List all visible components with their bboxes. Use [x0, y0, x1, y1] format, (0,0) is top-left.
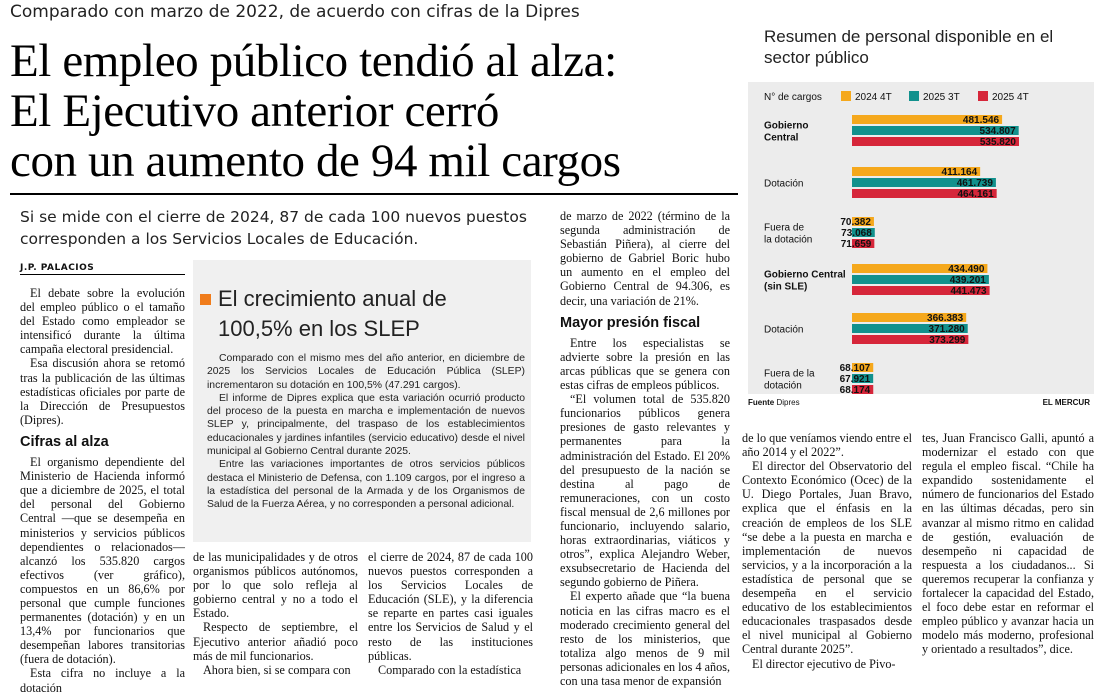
- headline-line-2: El Ejecutivo anterior cerró: [10, 85, 499, 137]
- paragraph: El experto añade que “la buena noticia en las cifras macro es el moderado crecimiento general del resto de los ministerios, que totaliza algo menos de 9 mil personas adicionales en los 4 años, con una tasa menor de expansión: [560, 589, 730, 688]
- category-label: (sin SLE): [764, 281, 808, 293]
- chart-source: Dipres: [776, 398, 800, 407]
- subhead: Si se mide con el cierre de 2024, 87 de cada 100 nuevos puestos corresponden a los Servicios Locales de Educación.: [20, 208, 527, 248]
- data-label: 371.280: [928, 324, 965, 335]
- category-label: Central: [764, 132, 799, 144]
- data-label: 461.739: [956, 178, 993, 189]
- chart-footer: [748, 398, 1094, 407]
- box-square-marker: [200, 294, 211, 305]
- legend-swatch: [978, 91, 988, 101]
- data-label: 439.201: [949, 275, 986, 286]
- paragraph: Esta cifra no incluye a la dotación: [20, 666, 185, 695]
- legend-label: 2025 3T: [923, 92, 960, 103]
- paragraph: Esa discusión ahora se retomó tras la publicación de las últimas estadísticas oficiales por parte de la Dirección de Presupuestos (Dipres).: [20, 356, 185, 427]
- section-heading: Cifras al alza: [20, 433, 109, 450]
- article-column-3: [368, 550, 533, 677]
- article-column-2: [193, 550, 358, 677]
- headline: [10, 36, 730, 186]
- legend-title: N° de cargos: [764, 92, 822, 103]
- headline-line-3: con un aumento de 94 mil cargos: [10, 135, 621, 187]
- data-label: 73.068: [841, 228, 872, 239]
- paragraph: El director del Observatorio del Contexto Económico (Ocec) de la U. Diego Portales, Juan Bravo, explica que el énfasis en la creación de empleos de los SLE “se debe a la puesta en marcha e implementación de nuevos servicios, y a la incorporación a la estadística de personal que se desempeña en el servicio educativo de los establecimientos educacionales traspasados desde el nivel municipal al Gobierno Central durante 2025”.: [742, 459, 912, 657]
- paragraph: Entre los especialistas se advierte sobre la presión en las arcas públicas que se genera con estas cifras de empleos públicos.: [560, 335, 730, 393]
- category-label: Gobierno: [764, 120, 809, 132]
- data-label: 411.164: [941, 167, 978, 178]
- paragraph: Ahora bien, si se compara con: [203, 662, 351, 677]
- data-label: 71.659: [840, 239, 872, 250]
- category-label: Fuera de: [764, 222, 805, 234]
- data-label: 70.382: [840, 217, 871, 228]
- chart-area: [748, 82, 1094, 394]
- chart-panel: [748, 10, 1094, 410]
- box-paragraph: Entre las variaciones importantes de otros servicios públicos destaca el Ministerio de Defensa, con 1.109 cargos, por el ingreso a la estadística del personal de la Armada y de los Organismos de Salud de la Fuerza Aérea, y no corresponden a personal adicional.: [207, 459, 525, 511]
- legend-swatch: [841, 91, 851, 101]
- bar-chart: [748, 82, 1094, 394]
- article-column-1: [20, 286, 185, 695]
- data-label: 434.490: [948, 264, 985, 275]
- legend-label: 2025 4T: [992, 92, 1029, 103]
- chart-credit: EL MERCUR: [1042, 398, 1090, 407]
- chart-title: Resumen de personal disponible en el sector público: [764, 27, 1054, 67]
- paragraph: Respecto de septiembre, el Ejecutivo anterior añadió poco más de mil funcionarios.: [193, 620, 358, 663]
- paragraph: “El volumen total de 535.820 funcionarios públicos genera presiones de gasto relevantes y permanentes para la administración del Estado. El 20% del presupuesto de la nación se destina al pago de remuneraciones, con un costo fiscal mensual de 2,6 millones por funcionario, incluyendo salario, horas extraordinarias, viáticos y otros”, explica Alejandro Weber, exsubsecretario de Hacienda del segundo gobierno de Piñera.: [560, 392, 730, 590]
- category-label: Dotación: [764, 178, 804, 190]
- box-paragraph: El informe de Dipres explica que esta variación ocurrió producto del proceso de la puesta en marcha e implementación de nuevos SLEP y, principalmente, del traspaso de los establecimientos educacionales y jardines infantiles (servicio educativo) desde el nivel municipal al Gobierno Central durante 2025.: [207, 392, 525, 458]
- category-label: Dotación: [764, 324, 804, 336]
- legend-label: 2024 4T: [855, 92, 892, 103]
- article-column-4: [560, 209, 730, 688]
- box-paragraph: Comparado con el mismo mes del año anterior, en diciembre de 2025 los Servicios Locales de Educación Pública (SLEP) incrementaron su dotación en 100,5% (47.291 cargos).: [207, 353, 525, 391]
- kicker: Comparado con marzo de 2022, de acuerdo con cifras de la Dipres: [10, 2, 580, 22]
- category-label: dotación: [764, 380, 802, 392]
- data-label: 68.174: [839, 385, 871, 396]
- headline-rule: [10, 193, 738, 195]
- byline: J.P. PALACIOS: [20, 263, 95, 273]
- data-label: 535.820: [979, 137, 1016, 148]
- data-label: 441.473: [950, 286, 987, 297]
- headline-line-1: El empleo público tendió al alza:: [10, 35, 617, 87]
- data-label: 464.161: [957, 189, 994, 200]
- data-label: 534.807: [979, 126, 1016, 137]
- paragraph: El organismo dependiente del Ministerio de Hacienda informó que a diciembre de 2025, el total del personal del Gobierno Central —que se desempeña en ministerios y servicios públicos dependientes o relacionados— alcanzó los 535.820 cargos efectivos (ver gráfico), compuestos en un 86,6% por personal que cumple funciones permanentes (dotación) y en un 13,4% por funcionarios que desempeñan labores transitorias (fuera de dotación).: [20, 455, 185, 667]
- paragraph: de lo que veníamos viendo entre el año 2014 y el 2022”.: [742, 431, 912, 460]
- data-label: 366.383: [927, 313, 964, 324]
- data-label: 481.546: [962, 115, 1000, 126]
- data-label: 68.107: [839, 363, 871, 374]
- paragraph: El director ejecutivo de Pivo-: [752, 656, 896, 671]
- paragraph: el cierre de 2024, 87 de cada 100 nuevos puestos corresponden a los Servicios Locales de Educación (SLE), y la diferencia se reparte en partes casi iguales entre los Servicios de Salud y el resto de las instituciones públicas.: [368, 550, 533, 663]
- paragraph: de marzo de 2022 (término de la segunda administración de Sebastián Piñera), al cierre del gobierno de Gabriel Boric hubo un aumento en el empleo del Gobierno Central de 94.306, es decir, una variación de 21%.: [560, 209, 730, 308]
- article-column-6: [922, 431, 1094, 657]
- category-label: Fuera de la: [764, 368, 815, 380]
- category-label: Gobierno Central: [764, 269, 846, 281]
- box-text: [207, 352, 525, 512]
- paragraph: El debate sobre la evolución del empleo público o el tamaño del Estado como empleador se intensificó durante la última campaña electoral presidencial.: [20, 286, 185, 357]
- paragraph: Comparado con la estadística: [378, 662, 522, 677]
- paragraph: de las municipalidades y de otros organismos públicos autónomos, por lo que solo refleja al gobierno central y no a todo el Estado.: [193, 550, 358, 621]
- section-heading: Mayor presión fiscal: [560, 314, 701, 331]
- article-column-5: [742, 431, 912, 671]
- byline-rule: [20, 274, 185, 275]
- chart-source-label: Fuente: [748, 398, 775, 407]
- data-label: 373.299: [929, 335, 966, 346]
- paragraph: tes, Juan Francisco Galli, apuntó a modernizar el estado con que regula el empleo fiscal. “Chile ha expandido sostenidamente el número de funcionarios del Estado en las últimas décadas, pero sin avanzar al mismo ritmo en calidad de gestión, evaluación de desempeño ni capacidad de respuesta a los ciudadanos... Si queremos recuperar la confianza y fortalecer la capacidad del Estado, el foco debe estar en reformar el empleo público y avanzar hacia un modelo más moderno, profesional y orientado a resultados”, dice.: [922, 431, 1094, 657]
- data-label: 67.921: [839, 374, 871, 385]
- category-label: la dotación: [764, 234, 813, 246]
- legend-swatch: [909, 91, 919, 101]
- box-title: El crecimiento anual de 100,5% en los SLEP: [218, 286, 447, 341]
